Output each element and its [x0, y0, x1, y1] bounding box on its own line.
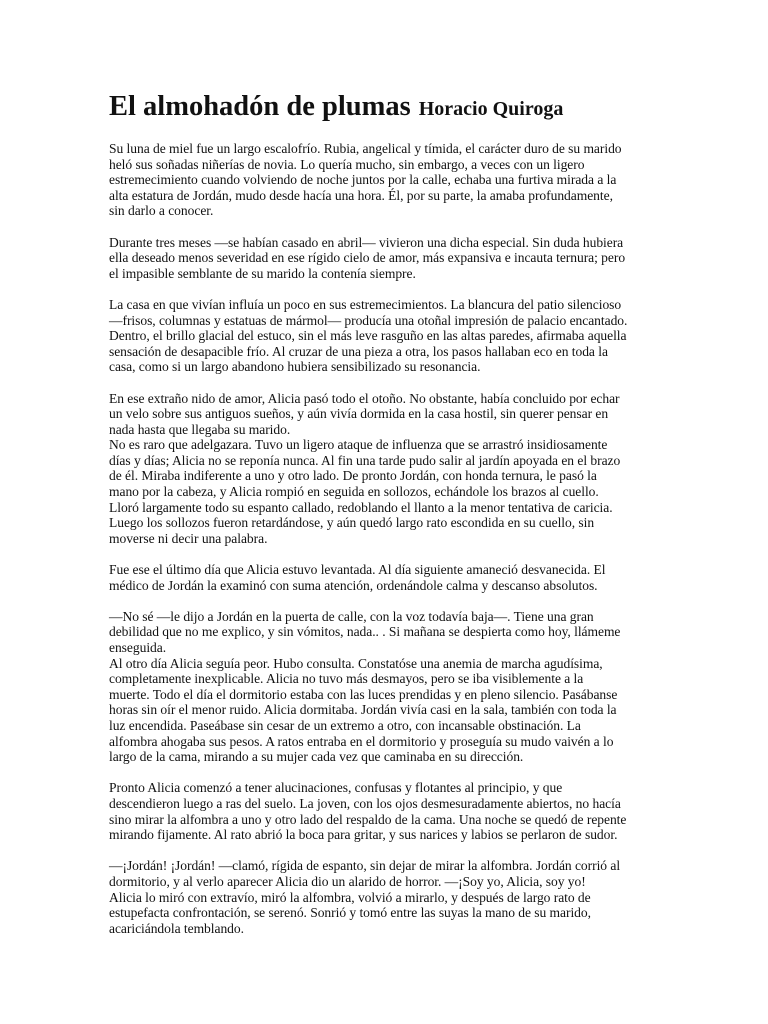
text-line: En ese extraño nido de amor, Alicia pasó todo el otoño. No obstante, había concluido por echar: [109, 390, 620, 406]
text-line: Lloró largamente todo su espanto callado, redoblando el llanto a la menor tentativa de caricia.: [109, 499, 613, 515]
author-name: Horacio Quiroga: [418, 98, 564, 120]
text-line: completamente inexplicable. Alicia no tuvo más desmayos, pero se iba visiblemente a la: [109, 671, 584, 687]
paragraph: [109, 858, 661, 936]
text-line: sensación de desapacible frío. Al cruzar de una pieza a otra, los pasos hallaban eco en toda la: [109, 343, 608, 359]
text-line: alta estatura de Jordán, mudo desde hacía una hora. Él, por su parte, la amaba profundamente,: [109, 187, 613, 203]
text-line: Pronto Alicia comenzó a tener alucinaciones, confusas y flotantes al principio, y que: [109, 780, 563, 796]
text-line: días y días; Alicia no se reponía nunca. Al fin una tarde pudo salir al jardín apoyada en el brazo: [109, 452, 621, 468]
text-line: No es raro que adelgazara. Tuvo un ligero ataque de influenza que se arrastró insidiosamente: [109, 437, 608, 453]
paragraph: [109, 609, 661, 765]
text-line: largo de la cama, mirando a su mujer cada vez que caminaba en su dirección.: [109, 749, 524, 765]
text-line: sin darlo a conocer.: [109, 203, 214, 219]
text-line: acariciándola temblando.: [109, 920, 244, 936]
text-line: nada hasta que llegaba su marido.: [109, 421, 291, 437]
text-line: muerte. Todo el día el dormitorio estaba con las luces prendidas y en pleno silencio. Pasábanse: [109, 686, 618, 702]
text-line: casa, como si un largo abandono hubiera sensibilizado su resonancia.: [109, 359, 481, 375]
text-line: Al otro día Alicia seguía peor. Hubo consulta. Constatóse una anemia de marcha agudísima,: [109, 655, 603, 671]
text-line: médico de Jordán la examinó con suma atención, ordenándole calma y descanso absolutos.: [109, 577, 598, 593]
text-line: Luego los sollozos fueron retardándose, y aún quedó largo rato escondida en su cuello, sin: [109, 515, 595, 531]
story-body: [109, 141, 661, 936]
text-line: Su luna de miel fue un largo escalofrío. Rubia, angelical y tímida, el carácter duro de su marido: [109, 141, 622, 156]
text-line: La casa en que vivían influía un poco en sus estremecimientos. La blancura del patio silencioso: [109, 296, 622, 312]
paragraph: [109, 780, 661, 842]
text-line: moverse ni decir una palabra.: [109, 530, 268, 546]
text-line: Dentro, el brillo glacial del estuco, sin el más leve rasguño en las altas paredes, afirmaba aquella: [109, 328, 627, 344]
text-line: —frisos, columnas y estatuas de mármol— producía una otoñal impresión de palacio encantado.: [109, 312, 628, 328]
paragraph: [109, 297, 661, 375]
text-line: un velo sobre sus antiguos sueños, y aún vivía dormida en la casa hostil, sin querer pensar en: [109, 406, 609, 422]
text-line: Durante tres meses —se habían casado en abril— vivieron una dicha especial. Sin duda hubiera: [109, 234, 624, 250]
text-line: debilidad que no me explico, y sin vómitos, nada.. . Si mañana se despierta como hoy, llámeme: [109, 624, 621, 640]
document-page: [109, 86, 661, 952]
text-line: —¡Jordán! ¡Jordán! —clamó, rígida de espanto, sin dejar de mirar la alfombra. Jordán corrió al: [109, 858, 621, 874]
text-line: descendieron luego a ras del suelo. La joven, con los ojos desmesuradamente abiertos, no hacía: [109, 795, 621, 811]
document-heading: [109, 86, 661, 127]
text-line: sino mirar la alfombra a uno y otro lado del respaldo de la cama. Una noche se quedó de repente: [109, 811, 627, 827]
text-line: Fue ese el último día que Alicia estuvo levantada. Al día siguiente amaneció desvanecida. El: [109, 562, 606, 578]
paragraph: [109, 141, 661, 219]
text-line: heló sus soñadas niñerías de novia. Lo quería mucho, sin embargo, a veces con un ligero: [109, 156, 585, 172]
paragraph: [109, 562, 661, 593]
text-line: estremecimiento cuando volviendo de noche juntos por la calle, echaba una furtiva mirada a la: [109, 172, 617, 188]
text-line: Alicia lo miró con extravío, miró la alfombra, volvió a mirarlo, y después de largo rato de: [109, 889, 591, 905]
story-title: El almohadón de plumas: [109, 91, 411, 122]
text-line: alfombra ahogaba sus pesos. A ratos entraba en el dormitorio y proseguía su mudo vaivén a lo: [109, 733, 614, 749]
text-line: mano por la cabeza, y Alicia rompió en seguida en sollozos, echándole los brazos al cuello.: [109, 484, 599, 500]
text-line: dormitorio, y al verlo aparecer Alicia dio un alarido de horror. —¡Soy yo, Alicia, soy yo!: [109, 873, 586, 889]
text-line: mirando fijamente. Al rato abrió la boca para gritar, y sus narices y labios se perlaron de sudor.: [109, 827, 618, 843]
text-line: enseguida.: [109, 640, 167, 655]
text-line: luz encendida. Paseábase sin cesar de un extremo a otro, con incansable obstinación. La: [109, 717, 581, 733]
paragraph: [109, 391, 661, 547]
text-line: —No sé —le dijo a Jordán en la puerta de calle, con la voz todavía baja—. Tiene una gran: [109, 608, 594, 624]
text-line: ella deseado menos severidad en ese rígido cielo de amor, más expansiva e incauta ternura; pero: [109, 250, 626, 266]
text-line: estupefacta confrontación, se serenó. Sonrió y tomó entre las suyas la mano de su marido,: [109, 905, 591, 921]
text-line: horas sin oír el menor ruido. Alicia dormitaba. Jordán vivía casi en la sala, también con toda la: [109, 702, 617, 718]
paragraph: [109, 235, 661, 282]
text-line: de él. Miraba indiferente a uno y otro lado. De pronto Jordán, con honda ternura, le pasó la: [109, 468, 597, 484]
text-line: el impasible semblante de su marido la contenía siempre.: [109, 265, 416, 281]
